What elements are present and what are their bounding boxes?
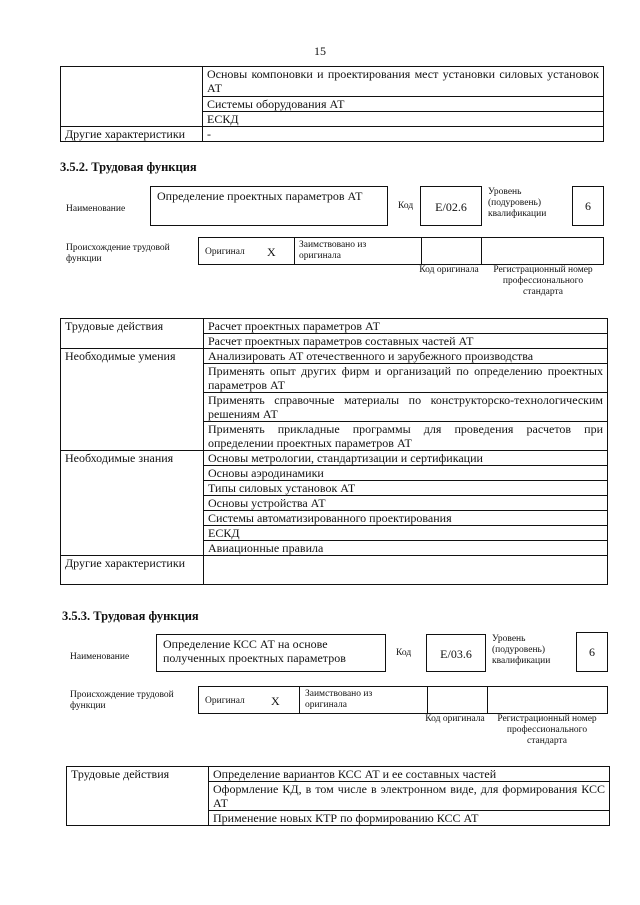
page-number: 15 [314, 44, 326, 58]
reg-caption: Регистрационный номер профессионального стандарта [497, 714, 597, 746]
level-value: 6 [585, 199, 591, 213]
code-label: Код [398, 201, 414, 211]
reg-caption: Регистрационный номер профессионального стандарта [493, 265, 593, 297]
code-value: E/03.6 [440, 647, 472, 661]
actions-label: Трудовые действия [61, 319, 204, 349]
knowledge-label: Необходимые знания [61, 451, 204, 556]
code-caption: Код оригинала [419, 265, 479, 275]
code-caption: Код оригинала [425, 714, 485, 724]
origin-label: Происхождение трудовой функции [66, 243, 170, 264]
function-name-box [150, 186, 388, 226]
section-heading: 3.5.3. Трудовая функция [62, 609, 199, 623]
borrowed-label: Заимствовано из оригинала [305, 689, 373, 710]
level-label: Уровень (подуровень) квалификации [488, 187, 547, 219]
knowledge-item: ЕСКД [204, 526, 608, 541]
top-table [60, 66, 604, 142]
original-mark: X [271, 694, 280, 708]
skill-item: Анализировать АТ отечественного и зарубежного производства [204, 349, 608, 364]
top-table-row: Системы оборудования АТ [203, 97, 604, 112]
knowledge-item: Основы аэродинамики [204, 466, 608, 481]
code-box [426, 634, 486, 672]
skills-label: Необходимые умения [61, 349, 204, 451]
level-box [572, 186, 604, 226]
code-box [420, 186, 482, 226]
borrowed-label: Заимствовано из оригинала [299, 240, 367, 261]
skill-item: Применять опыт других фирм и организаций по определению проектных параметров АТ [204, 364, 608, 393]
action-item: Определение вариантов КСС АТ и ее составных частей [209, 767, 610, 782]
level-value: 6 [589, 645, 595, 659]
name-label: Наименование [70, 652, 130, 662]
knowledge-item: Системы автоматизированного проектирования [204, 511, 608, 526]
action-item: Оформление КД, в том числе в электронном виде, для формирования КСС АТ [209, 782, 610, 811]
function-table [66, 766, 610, 826]
origin-row [198, 686, 608, 714]
section-heading: 3.5.2. Трудовая функция [60, 160, 197, 174]
other-value [204, 556, 608, 585]
level-box [576, 632, 608, 672]
knowledge-item: Основы метрологии, стандартизации и сертификации [204, 451, 608, 466]
top-table-row: Основы компоновки и проектирования мест установки силовых установок АТ [203, 67, 604, 97]
knowledge-item: Авиационные правила [204, 541, 608, 556]
actions-label: Трудовые действия [67, 767, 209, 826]
action-item: Расчет проектных параметров АТ [204, 319, 608, 334]
function-table [60, 318, 608, 585]
top-table-row: ЕСКД [203, 112, 604, 127]
knowledge-item: Основы устройства АТ [204, 496, 608, 511]
skill-item: Применять справочные материалы по конструкторско-технологическим решениям АТ [204, 393, 608, 422]
original-label: Оригинал [205, 247, 245, 257]
knowledge-item: Типы силовых установок АТ [204, 481, 608, 496]
original-label: Оригинал [205, 696, 245, 706]
function-name-box [156, 634, 386, 672]
action-item: Расчет проектных параметров составных частей АТ [204, 334, 608, 349]
other-label: Другие характеристики [61, 556, 204, 585]
name-label: Наименование [66, 204, 126, 214]
function-name: Определение проектных параметров АТ [157, 189, 363, 203]
skill-item: Применять прикладные программы для проведения расчетов при определении проектных параметров АТ [204, 422, 608, 451]
function-name: Определение КСС АТ на основе полученных проектных параметров [163, 637, 346, 665]
top-other-value: - [203, 127, 604, 142]
code-value: E/02.6 [435, 200, 467, 214]
code-label: Код [396, 648, 412, 658]
origin-label: Происхождение трудовой функции [70, 690, 174, 711]
original-mark: X [267, 245, 276, 259]
level-label: Уровень (подуровень) квалификации [492, 634, 551, 666]
origin-row [198, 237, 604, 265]
action-item: Применение новых КТР по формированию КСС АТ [209, 811, 610, 826]
top-other-label: Другие характеристики [61, 127, 203, 142]
